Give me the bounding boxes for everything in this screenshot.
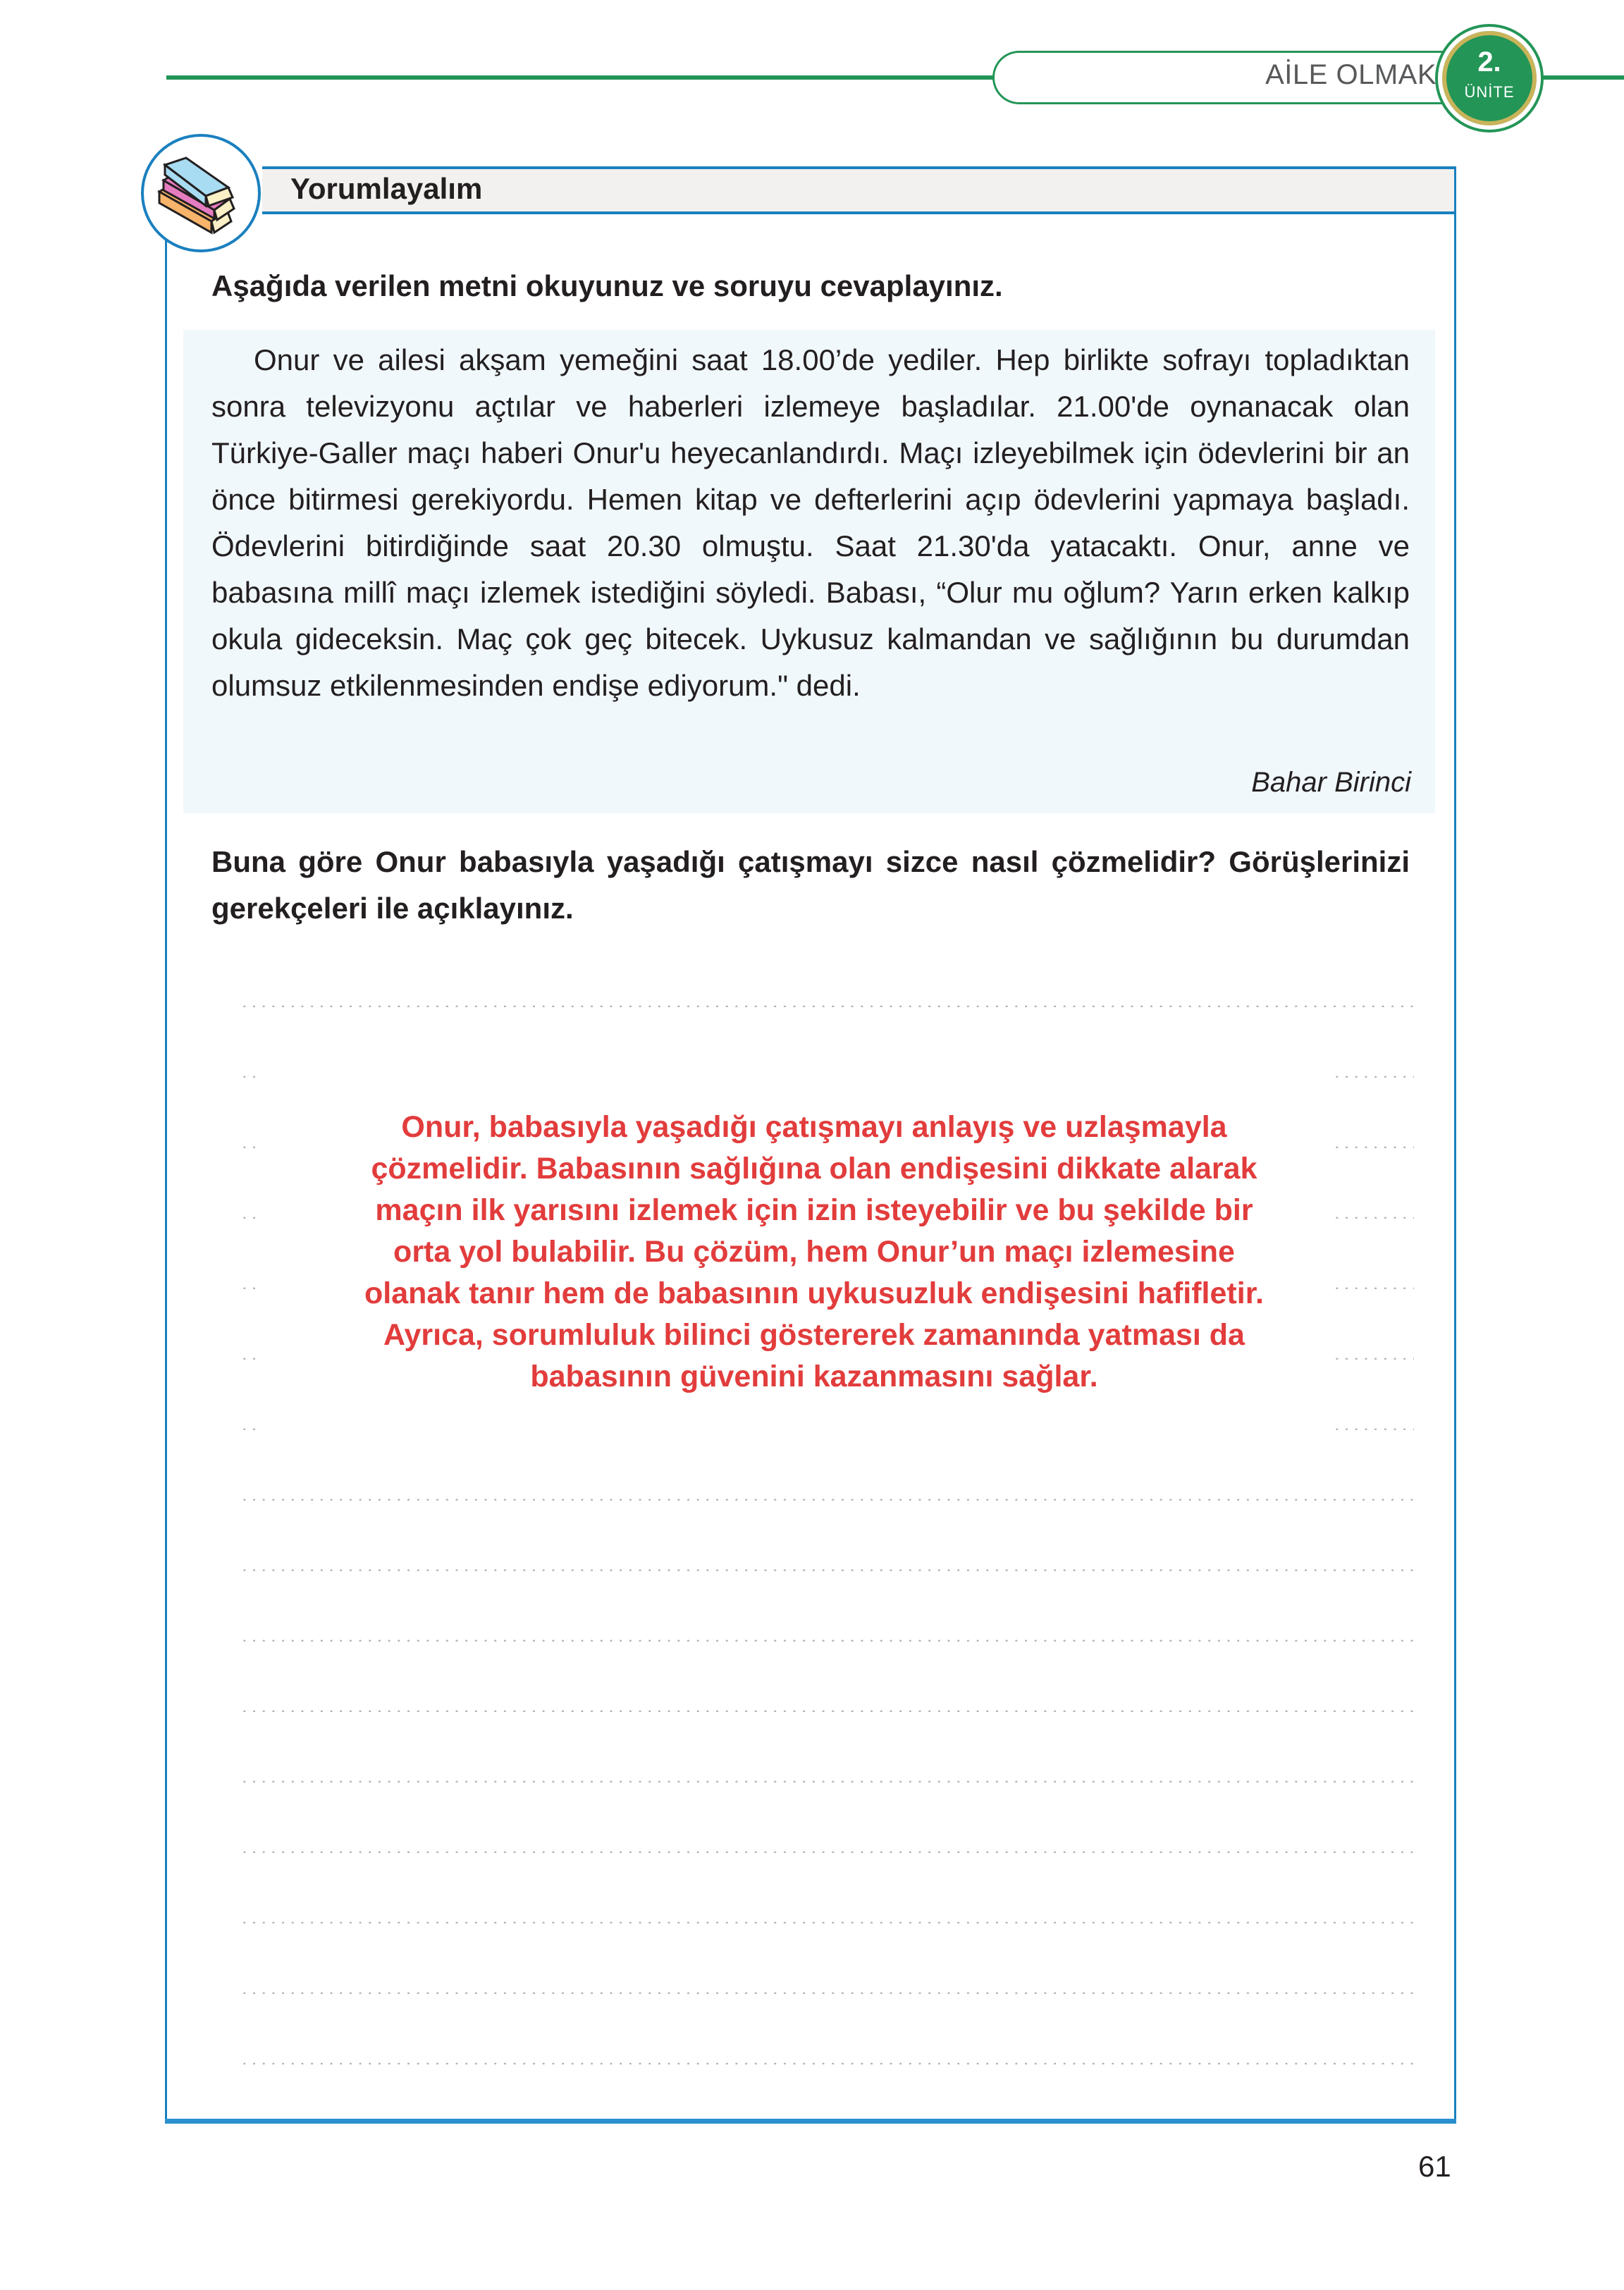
answer-line-segment bbox=[240, 1287, 261, 1289]
answer-line-text: Ayrıca, sorumluluk bilinci göstererek zamanında yatması da bbox=[383, 1318, 1245, 1352]
question-text: Buna göre Onur babasıyla yaşadığı çatışmayı sizce nasıl çözmelidir? Görüşlerinizi gerekçeleri ile açıklayınız. bbox=[211, 845, 1410, 925]
frame-bottom-rule bbox=[165, 2119, 1456, 2124]
answer-line bbox=[240, 1780, 1414, 1783]
answer-line bbox=[240, 1639, 1414, 1642]
answer-line-segment bbox=[1332, 1428, 1414, 1430]
answer-line bbox=[240, 1569, 1414, 1571]
unit-label: ÜNİTE bbox=[1464, 83, 1515, 101]
answer-line-text: orta yol bulabilir. Bu çözüm, hem Onur’un maçı izlemesine bbox=[393, 1235, 1235, 1269]
answer-line-segment bbox=[240, 1358, 261, 1360]
answer-line bbox=[240, 1851, 1414, 1853]
answer-line bbox=[240, 1005, 1414, 1007]
answer-line-text: maçın ilk yarısını izlemek için izin isteyebilir ve bu şekilde bir bbox=[375, 1193, 1253, 1227]
answer-line-segment bbox=[240, 1076, 261, 1078]
header-rule-left bbox=[166, 75, 998, 80]
unit-title: AİLE OLMAK bbox=[1265, 59, 1437, 90]
answer-line bbox=[240, 1921, 1414, 1923]
passage-author: Bahar Birinci bbox=[1251, 767, 1411, 798]
answer-line-text: çözmelidir. Babasının sağlığına olan endişesini dikkate alarak bbox=[371, 1152, 1257, 1186]
answer-line-segment bbox=[1332, 1076, 1414, 1078]
section-title: Yorumlayalım bbox=[290, 172, 483, 205]
answer-line bbox=[240, 1992, 1414, 1994]
answer-text bbox=[268, 1107, 1360, 1398]
reading-passage bbox=[211, 337, 1410, 709]
unit-badge bbox=[1438, 27, 1541, 130]
answer-line bbox=[240, 2062, 1414, 2064]
unit-number: 2. bbox=[1477, 47, 1501, 78]
answer-line-segment bbox=[240, 1217, 261, 1219]
passage-text: Onur ve ailesi akşam yemeğini saat 18.00’de yediler. Hep birlikte sofrayı topladıktan sonra televizyonu açtılar ve haberleri izlemeye başladılar. 21.00'de oynanacak olan Türkiye-Galler maçı haberi Onur'u heyecanlandırdı. Maçı izleyebilmek için ödevlerini bir an önce bitirmesi gerekiyordu. Hemen kitap ve defterlerini açıp ödevlerini yapmaya başladı. Ödevlerini bitirdiğinde saat 20.30 olmuştu. Saat 21.30'da yatacaktı. Onur, anne ve babasına millî maçı izlemek istediğini söyledi. Babası, “Olur mu oğlum? Yarın erken kalkıp okula gideceksin. Maç çok geç bitecek. Uykusuz kalmandan ve sağlığının bu durumdan olumsuz etkilenmesinden endişe ediyorum." dedi. bbox=[211, 343, 1410, 702]
books-icon bbox=[141, 134, 261, 252]
answer-line bbox=[240, 1498, 1414, 1501]
answer-line-segment bbox=[240, 1428, 261, 1430]
instruction-text: Aşağıda verilen metni okuyunuz ve soruyu cevaplayınız. bbox=[211, 269, 1003, 302]
page-number: 61 bbox=[1418, 2150, 1451, 2183]
answer-line-text: babasının güvenini kazanmasını sağlar. bbox=[530, 1360, 1098, 1393]
answer-line-segment bbox=[240, 1146, 261, 1148]
answer-line-text: Onur, babasıyla yaşadığı çatışmayı anlayış ve uzlaşmayla bbox=[401, 1110, 1227, 1144]
answer-line bbox=[240, 1710, 1414, 1712]
answer-line-text: olanak tanır hem de babasının uykusuzluk endişesini hafifletir. bbox=[364, 1276, 1264, 1310]
